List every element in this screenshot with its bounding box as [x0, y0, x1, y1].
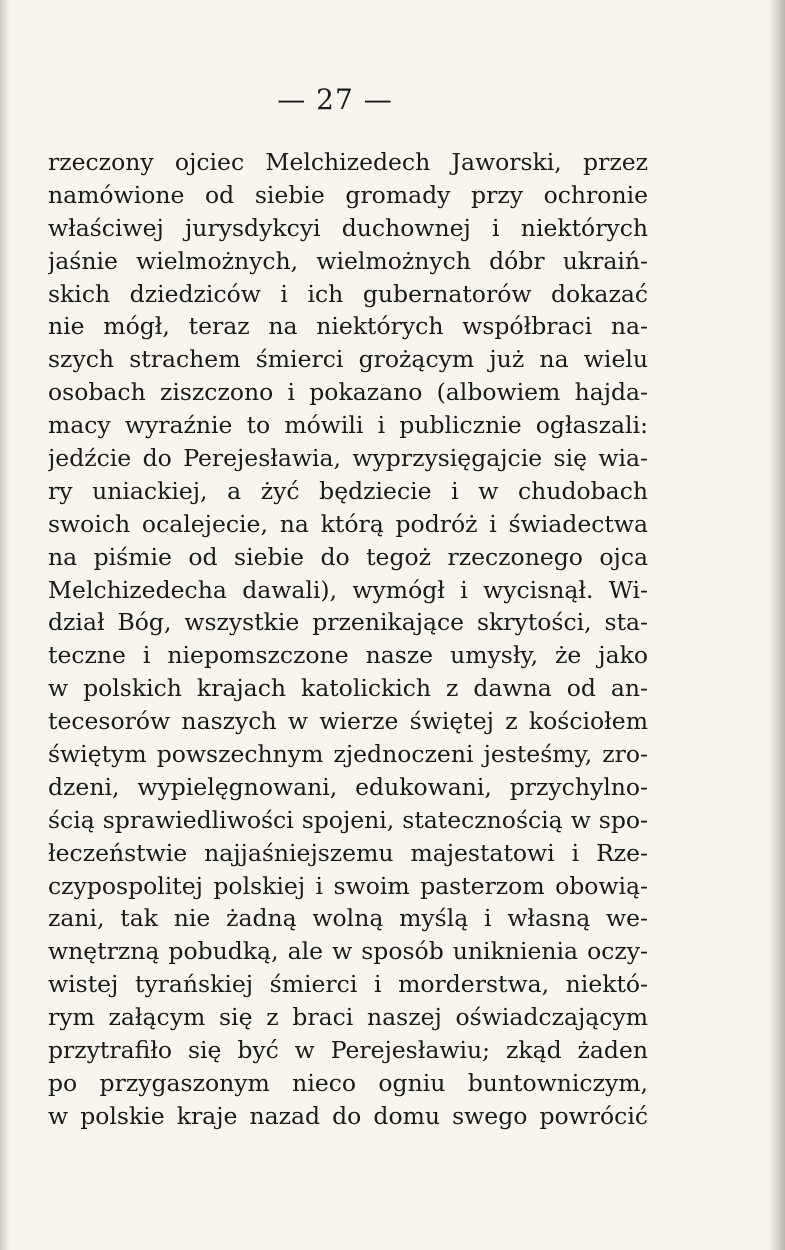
text-line: w polskich krajach katolickich z dawna od an- — [48, 674, 648, 703]
text-line: macy wyraźnie to mówili i publicznie ogłaszali: — [48, 411, 648, 440]
text-line: właściwej jurysdykcyi duchownej i niektórych — [48, 213, 648, 242]
text-line: przytrafiło się być w Perejesławiu; zkąd żaden — [48, 1036, 648, 1065]
text-line: wistej tyrańskiej śmierci i morderstwa, niektó- — [48, 970, 648, 999]
text-line: teczne i niepomszczone nasze umysły, że jako — [48, 641, 648, 670]
page-right-edge — [769, 0, 785, 1250]
text-line: jaśnie wielmożnych, wielmożnych dóbr ukraiń- — [48, 246, 648, 275]
text-line: Melchizedecha dawali), wymógł i wycisnął. Wi- — [48, 575, 648, 604]
text-line: na piśmie od siebie do tegoż rzeczonego ojca — [48, 542, 648, 571]
text-line: rym załącym się z braci naszej oświadczającym — [48, 1003, 648, 1032]
text-line: łeczeństwie najjaśniejszemu majestatowi i Rze- — [48, 838, 648, 867]
text-line: dział Bóg, wszystkie przenikające skrytości, sta- — [48, 608, 648, 637]
text-line: wnętrzną pobudką, ale w sposób uniknienia oczy- — [48, 937, 648, 966]
text-line: czypospolitej polskiej i swoim pasterzom obowią- — [48, 871, 648, 900]
text-line: ry uniackiej, a żyć będziecie i w chudobach — [48, 476, 648, 505]
text-line: skich dziedziców i ich gubernatorów dokazać — [48, 279, 648, 308]
text-line: ścią sprawiedliwości spojeni, statecznością w spo- — [48, 805, 648, 834]
text-line: dzeni, wypielęgnowani, edukowani, przychylno- — [48, 772, 648, 801]
page-number: — 27 — — [277, 83, 393, 116]
body-text — [48, 146, 648, 1133]
text-line: osobach ziszczono i pokazano (albowiem hajda- — [48, 378, 648, 407]
text-line: jedźcie do Perejesławia, wyprzysięgajcie się wia- — [48, 444, 648, 473]
page-left-edge — [0, 0, 10, 1250]
text-line: świętym powszechnym zjednoczeni jesteśmy, zro- — [48, 740, 648, 769]
text-line: w polskie kraje nazad do domu swego powrócić — [48, 1101, 648, 1130]
text-line: swoich ocalejecie, na którą podróż i świadectwa — [48, 509, 648, 538]
text-line: nie mógł, teraz na niektórych współbraci na- — [48, 312, 648, 341]
text-line: szych strachem śmierci grożącym już na wielu — [48, 345, 648, 374]
text-line: tecesorów naszych w wierze świętej z kościołem — [48, 707, 648, 736]
text-line: po przygaszonym nieco ogniu buntowniczym, — [48, 1068, 648, 1097]
text-line: zani, tak nie żadną wolną myślą i własną we- — [48, 904, 648, 933]
text-line: namówione od siebie gromady przy ochronie — [48, 180, 648, 209]
text-line: rzeczony ojciec Melchizedech Jaworski, przez — [48, 148, 648, 176]
